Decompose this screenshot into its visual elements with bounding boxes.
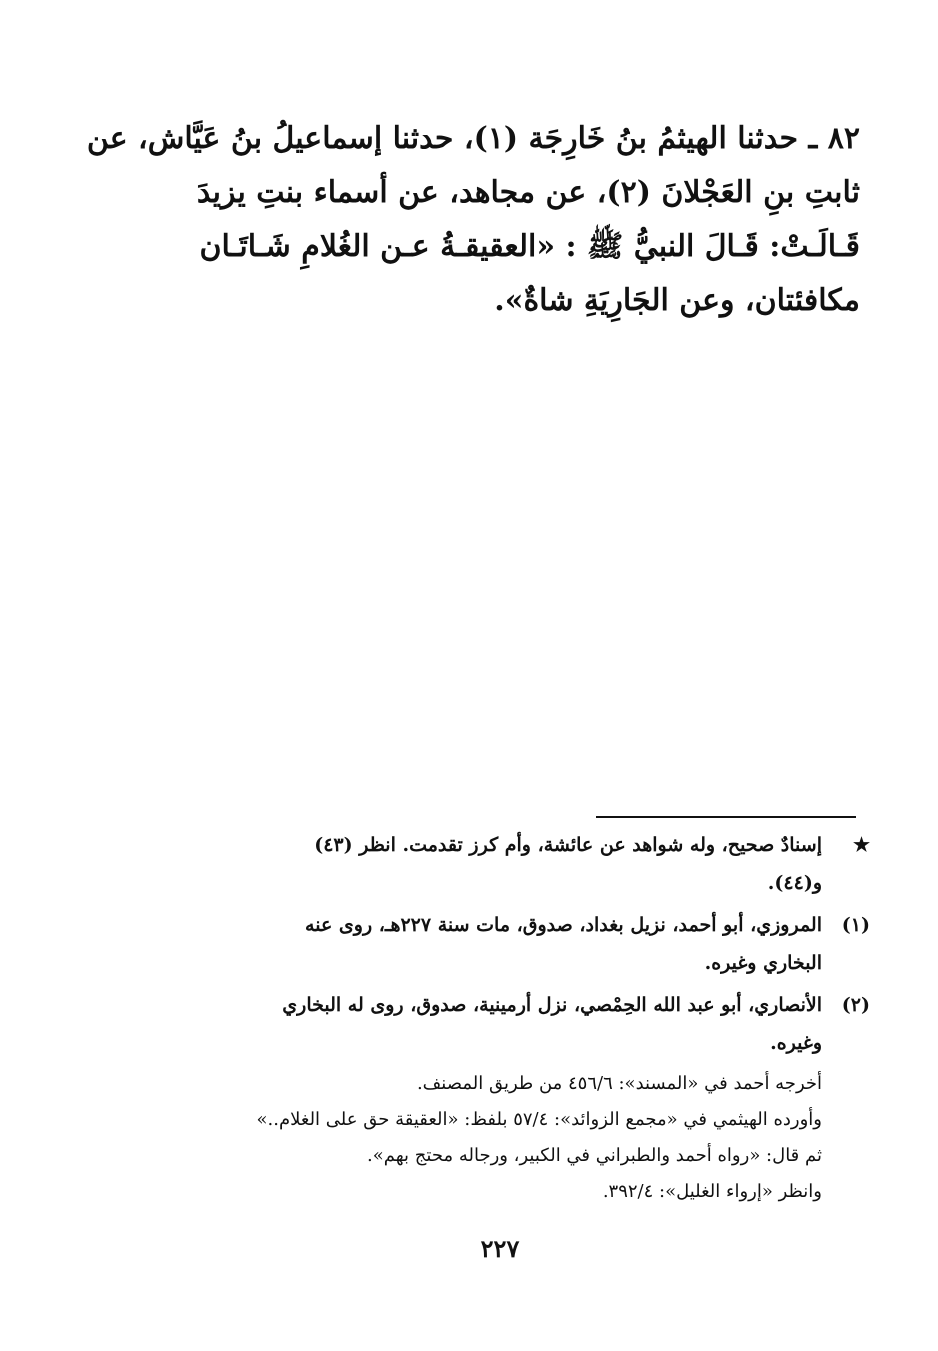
hadith-dash: ـ [808,121,818,156]
footnote-1 [155,906,870,982]
star-marker: ★ [852,834,870,856]
footnote-2 [155,986,870,1062]
page-number: ٢٢٧ [480,1234,520,1263]
footnote-1-line: البخاري وغيره. [704,952,822,974]
takhrij-line: أخرجه أحمد في «المسند»: ٤٥٦/٦ من طريق المصنف. [416,1073,822,1094]
footnote-divider [596,816,856,818]
takhrij-line: وانظر «إرواء الغليل»: ٣٩٢/٤. [602,1181,822,1202]
takhrij-section [155,1066,822,1210]
hadith-line-2: ثابتِ بنِ العَجْلانَ (٢)، عن مجاهد، عن أسماء بنتِ يزيدَ [196,175,860,210]
hadith-text [86,112,860,328]
footnote-star-line: إسنادٌ صحيح، وله شواهد عن عائشة، وأم كرز تقدمت. انظر (٤٣) [314,834,822,856]
footnote-star [155,826,870,902]
takhrij-line: وأورده الهيثمي في «مجمع الزوائد»: ٥٧/٤ بلفظ: «العقيقة حق على الغلام..» [256,1109,822,1130]
footnote-2-line: الأنصاري، أبو عبد الله الحِمْصي، نزل أرمينية، صدوق، روى له البخاري [282,994,822,1016]
hadith-line-1: ٨٢ ـ حدثنا الهيثمُ بنُ خَارِجَة (١)، حدثنا إسماعيلُ بنُ عَيَّاش، عن [86,121,860,156]
footnote-2-line: وغيره. [770,1032,822,1054]
footnote-1-marker: (١) [841,914,870,936]
footnote-star-line: و(٤٤). [767,872,822,894]
hadith-number: ٨٢ [827,121,860,156]
takhrij-line: ثم قال: «رواه أحمد والطبراني في الكبير، ورجاله محتج بهم». [367,1145,822,1166]
hadith-line-4: مكافئتان، وعن الجَارِيَةِ شاةٌ». [494,283,860,318]
footnote-2-marker: (٢) [841,994,870,1016]
footnote-1-line: المروزي، أبو أحمد، نزيل بغداد، صدوق، مات سنة ٢٢٧هـ، روى عنه [305,914,822,936]
footnotes [155,826,870,1210]
hadith-line-3: قَـالَـتْ: قَـالَ النبيُّ ﷺ : «العقيقـةُ عـن الغُلامِ شَـاتَـان [199,229,860,264]
